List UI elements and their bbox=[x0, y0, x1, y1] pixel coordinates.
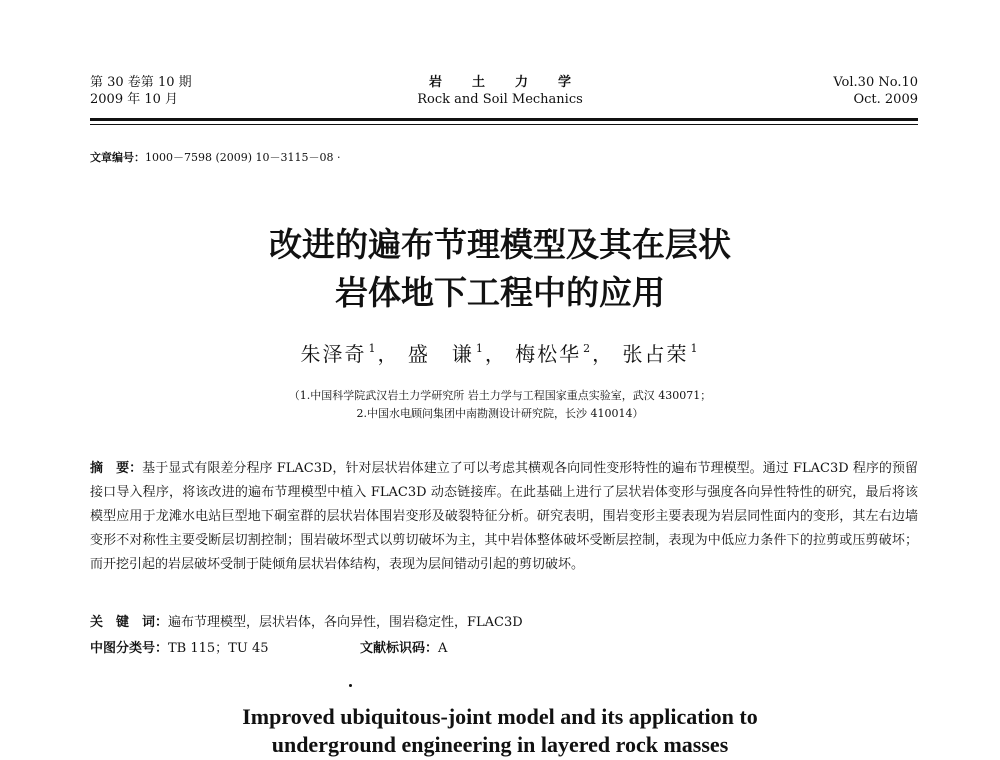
article-number-value: 1000－7598 (2009) 10－3115－08 · bbox=[145, 151, 341, 164]
scan-dot bbox=[349, 684, 352, 687]
author-affil-sup: 1 bbox=[475, 342, 485, 355]
journal-name-en: Rock and Soil Mechanics bbox=[417, 92, 583, 107]
classification-label: 中图分类号： bbox=[90, 641, 169, 656]
header-rule-thin bbox=[90, 124, 918, 125]
classification bbox=[90, 637, 269, 656]
document-code-value: A bbox=[438, 641, 448, 656]
abstract-label: 摘 要： bbox=[90, 461, 143, 476]
document-code-label: 文献标识码： bbox=[360, 641, 439, 656]
issue-volume: 第 30 卷第 10 期 bbox=[90, 75, 192, 90]
journal-issue-cn bbox=[90, 74, 192, 108]
issue-date-en: Oct. 2009 bbox=[853, 92, 918, 107]
abstract bbox=[90, 457, 918, 577]
header-rule-thick bbox=[90, 118, 918, 121]
classification-value: TB 115；TU 45 bbox=[168, 641, 269, 656]
keywords-text: 遍布节理模型，层状岩体，各向异性，围岩稳定性，FLAC3D bbox=[168, 615, 523, 630]
author-list bbox=[0, 338, 1000, 367]
article-number-label: 文章编号： bbox=[90, 151, 145, 164]
document-code bbox=[360, 637, 447, 656]
english-title-line2: underground engineering in layered rock masses bbox=[271, 732, 729, 757]
author-affil-sup: 2 bbox=[583, 342, 593, 355]
keywords-label: 关 键 词： bbox=[90, 615, 169, 630]
author-affil-sup: 1 bbox=[368, 342, 378, 355]
article-number bbox=[90, 149, 341, 165]
author: 张占荣 $^1$ bbox=[622, 342, 700, 366]
abstract-text: 基于显式有限差分程序 FLAC3D，针对层状岩体建立了可以考虑其横观各向同性变形特性的遍布节理模型。通过 FLAC3D 程序的预留接口导入程序，将该改进的遍布节理模型中植入 FLAC3D 动态链接库。在此基础上进行了层状岩体变形与强度各向异性特性的研究，最后将该模型应用于龙滩水电站巨型地下硐室群的层状岩体围岩变形及破裂特征分析。研究表明，围岩变形主要表现为岩层同性面内的变形，其左右边墙变形不对称性主要受断层切割控制；围岩破坏型式以剪切破坏为主，其中岩体整体破坏受断层控制，表现为中低应力条件下的拉剪或压剪破坏；而开挖引起的岩层破坏受制于陡倾角层状岩体结构，表现为层间错动引起的剪切破坏。 bbox=[90, 461, 918, 572]
paper-title-line1: 改进的遍布节理模型及其在层状 bbox=[269, 225, 731, 264]
author: 梅松华 $^2$， bbox=[515, 342, 615, 366]
issue-volume-en: Vol.30 No.10 bbox=[833, 75, 918, 90]
author-affil-sup: 1 bbox=[690, 342, 700, 355]
affiliation-line2: 2.中国水电顾问集团中南勘测设计研究院，长沙 410014） bbox=[356, 407, 644, 420]
journal-issue-en bbox=[833, 74, 918, 108]
english-title-line1: Improved ubiquitous-joint model and its application to bbox=[242, 704, 758, 729]
journal-name-cn: 岩土力学 bbox=[428, 75, 601, 90]
keywords bbox=[90, 611, 523, 630]
author: 盛 谦 $^1$， bbox=[407, 342, 507, 366]
affiliation-line1: （1.中国科学院武汉岩土力学研究所 岩土力学与工程国家重点实验室，武汉 430071； bbox=[288, 389, 712, 402]
issue-date-cn: 2009 年 10 月 bbox=[90, 92, 179, 107]
journal-name bbox=[380, 74, 620, 108]
author: 朱泽奇 $^1$， bbox=[300, 342, 400, 366]
paper-title-line2: 岩体地下工程中的应用 bbox=[335, 273, 665, 312]
